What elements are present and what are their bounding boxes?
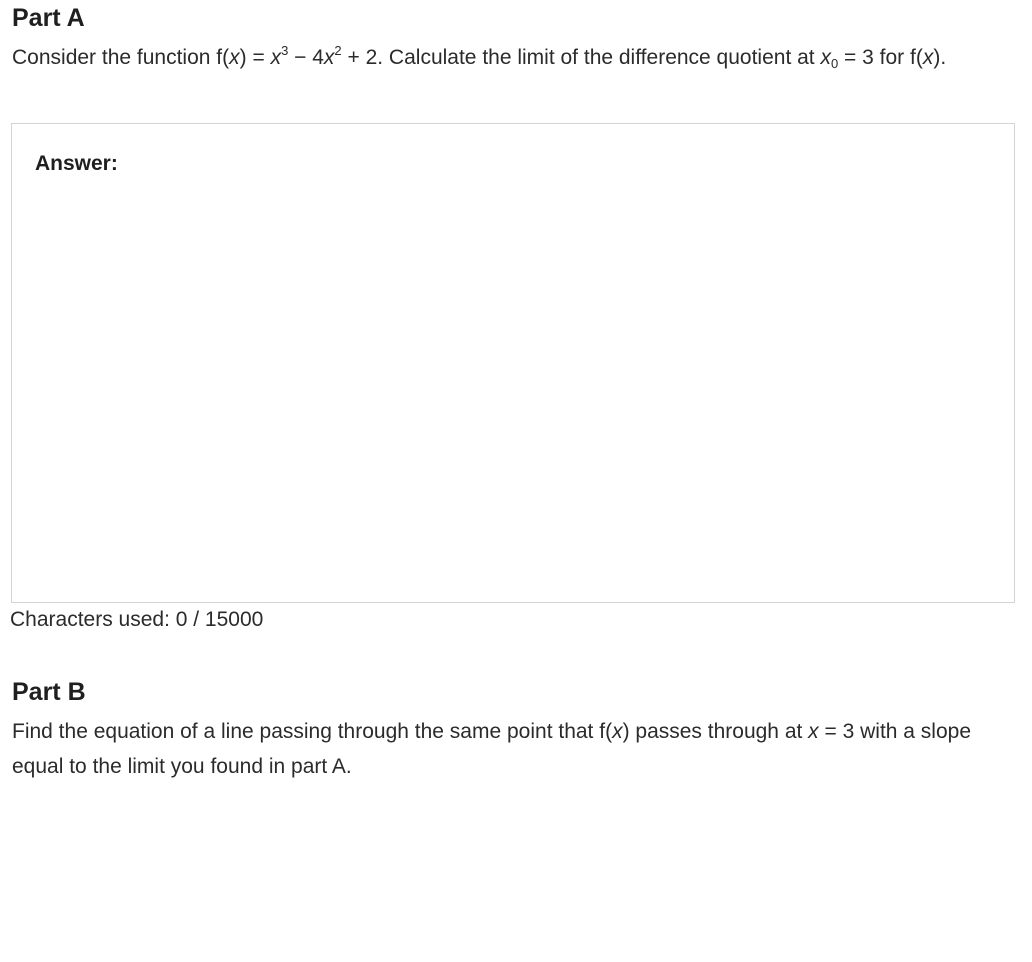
answer-box[interactable]	[11, 123, 1015, 603]
part-a-heading: Part A	[12, 4, 85, 32]
part-b-question: Find the equation of a line passing through the same point that f(x) passes through at x = 3 with a slope equal to the limit you found in part A.	[12, 720, 972, 778]
part-b-section	[12, 676, 1020, 784]
part-a-section	[12, 2, 1020, 75]
answer-input[interactable]	[24, 188, 1002, 590]
part-a-question: Consider the function $f(x) = x^3 - 4x^2 + 2$. Calculate the limit of the difference quotient at $x_0 = 3$ for f(x).	[12, 43, 947, 71]
part-b-heading: Part B	[12, 678, 86, 706]
answer-label: Answer:	[35, 152, 118, 175]
characters-used-counter: Characters used: 0 / 15000	[10, 608, 264, 631]
